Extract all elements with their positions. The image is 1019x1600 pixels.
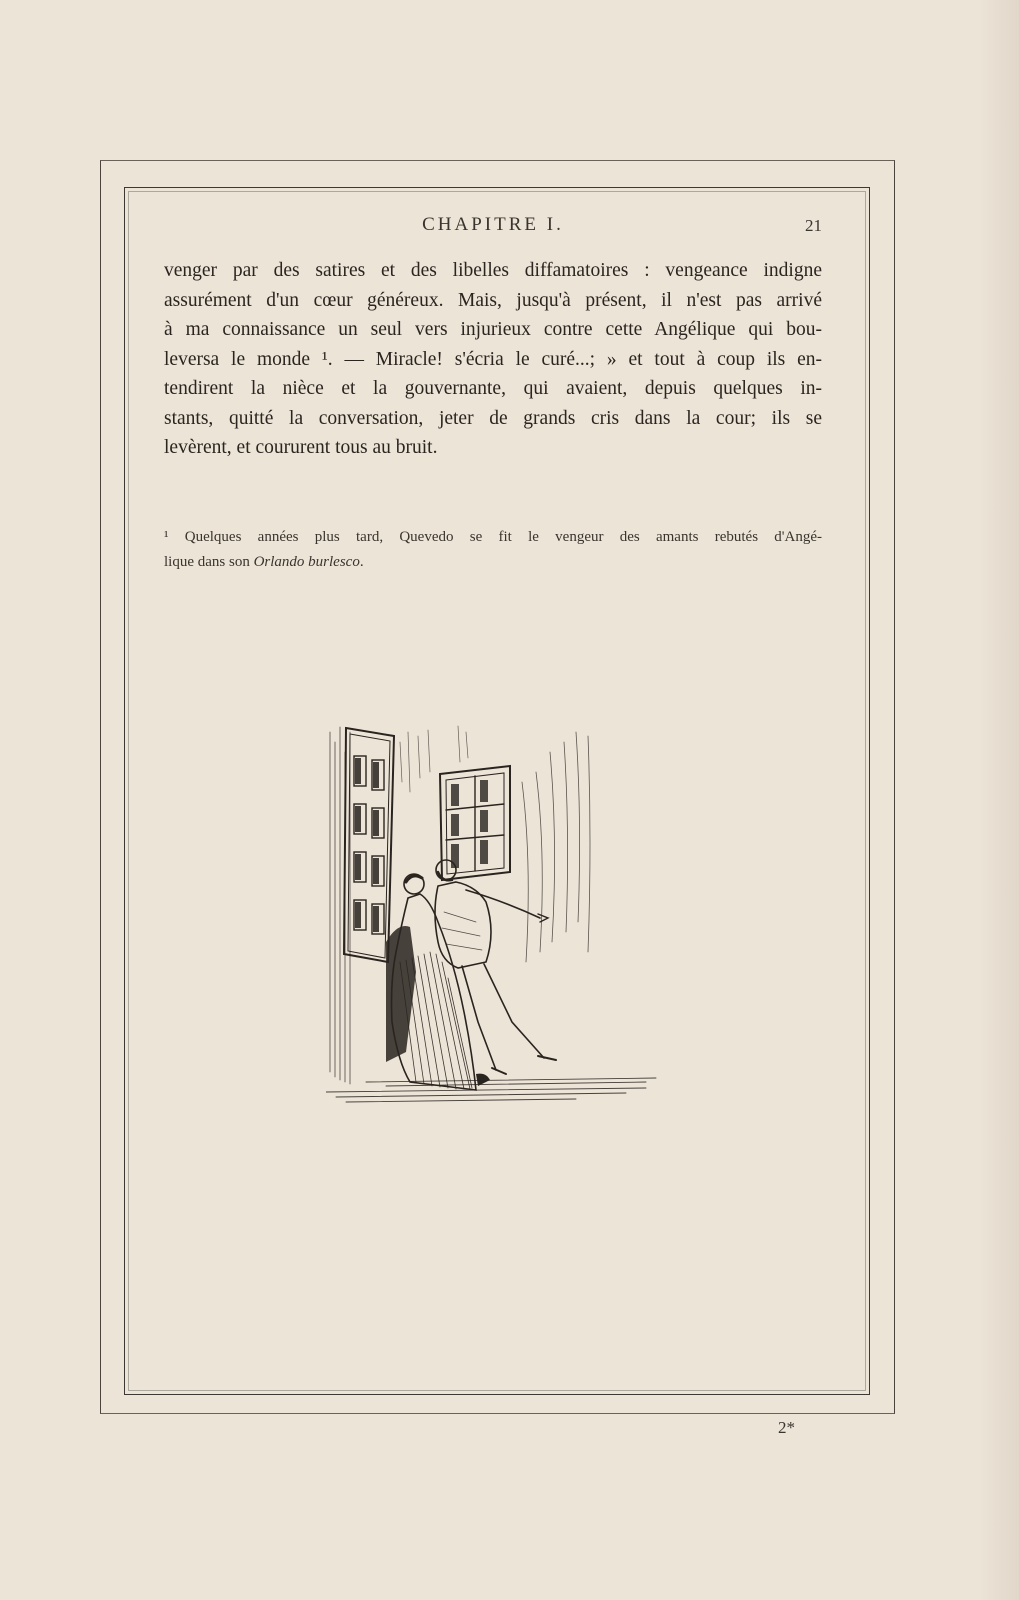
text-line: à ma connaissance un seul vers injurieux contre cette Angélique qui bou- <box>164 319 822 340</box>
running-header <box>164 214 822 240</box>
footnote-line: ¹ Quelques années plus tard, Quevedo se fit le vengeur des amants rebutés d'Angé- <box>164 529 822 545</box>
text-line: stants, quitté la conversation, jeter de grands cris dans la cour; ils se <box>164 407 822 429</box>
page-number: 21 <box>805 216 822 235</box>
text-line: levèrent, et coururent tous au bruit. <box>164 437 438 458</box>
footnote <box>164 525 822 575</box>
footnote-text: . <box>359 554 364 570</box>
text-line: venger par des satires et des libelles diffamatoires : vengeance indigne <box>164 260 822 281</box>
chapter-title: CHAPITRE I. <box>422 214 564 235</box>
signature-mark: 2* <box>778 1418 795 1437</box>
text-line: assurément d'un cœur généreux. Mais, jusqu'à présent, il n'est pas arrivé <box>164 289 822 311</box>
footnote-text: lique dans son <box>164 554 254 570</box>
footnote-title: Orlando burlesco <box>253 554 360 570</box>
footnote-line <box>164 550 822 575</box>
text-line: leversa le monde ¹. — Miracle! s'écria le curé...; » et tout à coup ils en- <box>164 348 822 370</box>
page-edge-shadow <box>979 0 1019 1600</box>
text-line: tendirent la nièce et la gouvernante, qui avaient, depuis quelques in- <box>164 378 822 399</box>
engraving-illustration <box>326 722 666 1112</box>
body-text <box>164 256 822 463</box>
